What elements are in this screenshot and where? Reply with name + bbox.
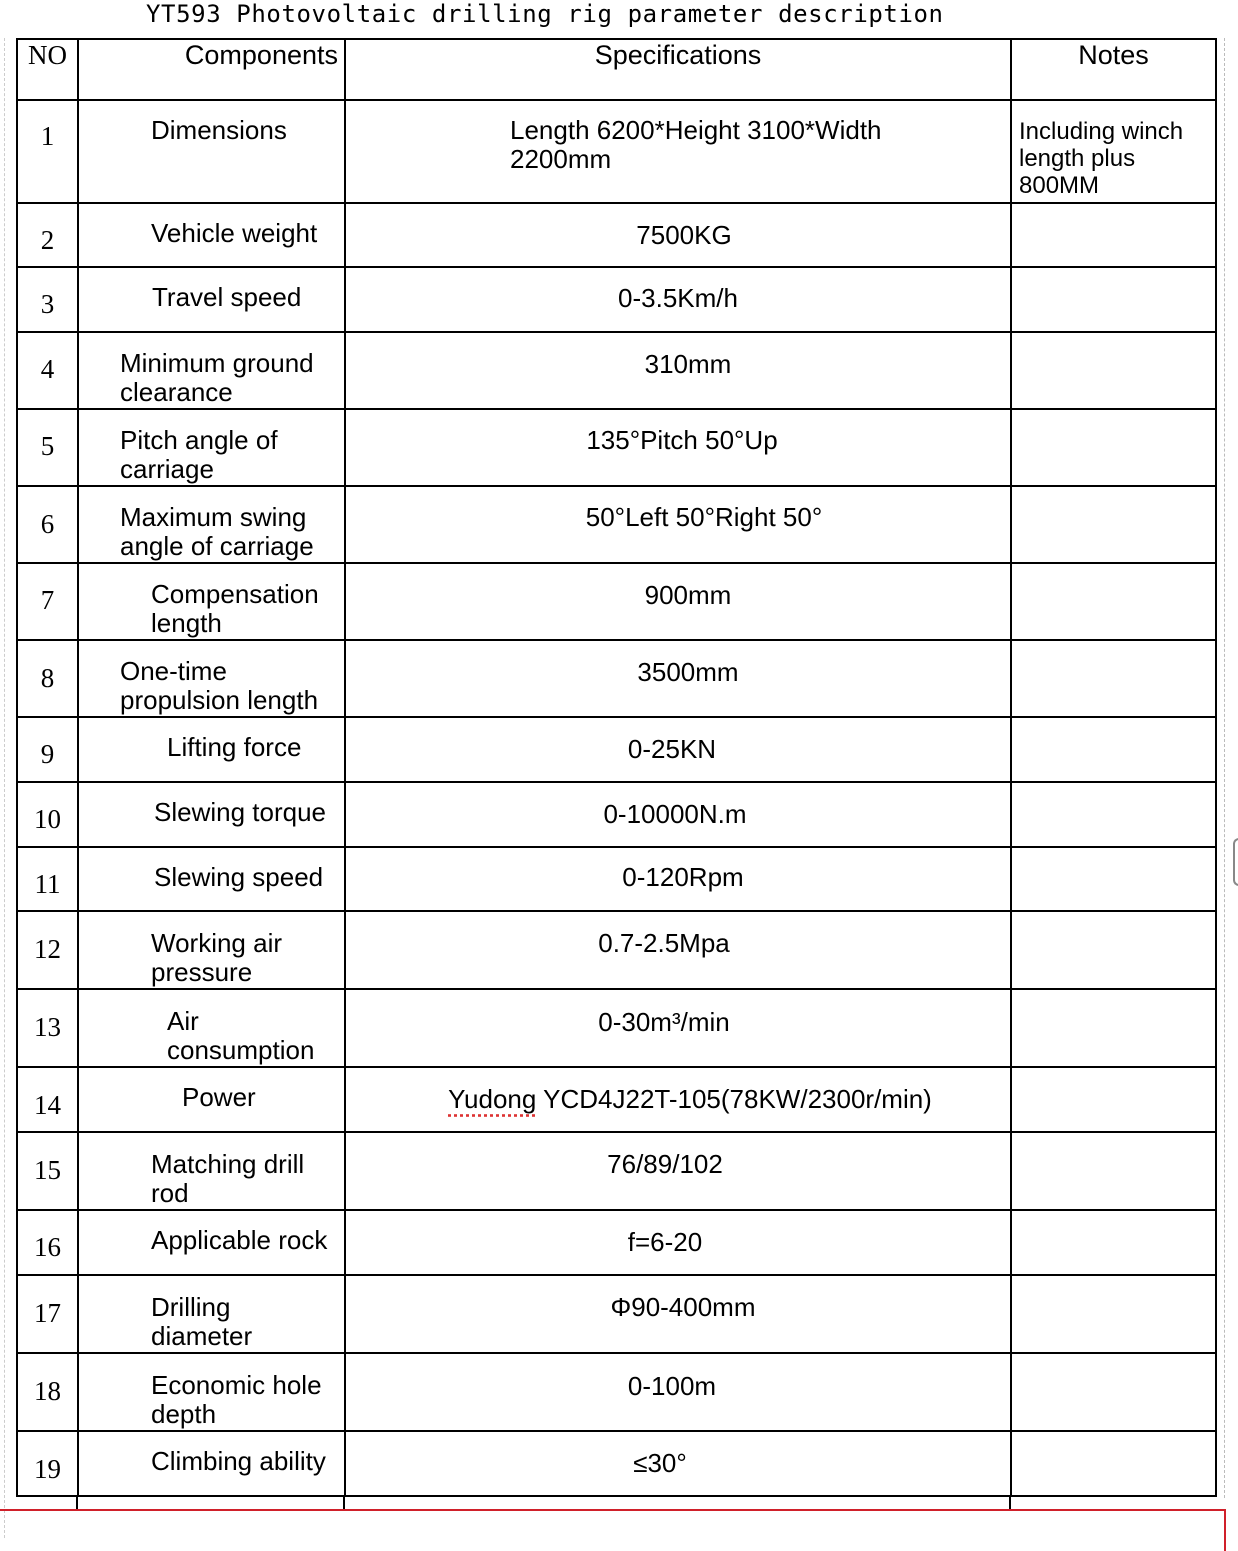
row-number: 11 — [17, 847, 78, 911]
table-header-row — [17, 39, 1216, 100]
table-row — [17, 486, 1216, 563]
header-components: Components — [78, 39, 345, 100]
row-number: 19 — [17, 1431, 78, 1496]
spec-cell: 3500mm — [345, 640, 1011, 717]
spec-cell: 135°Pitch 50°Up — [345, 409, 1011, 486]
spec-cell: Yudong YCD4J22T-105(78KW/2300r/min) — [345, 1067, 1011, 1132]
note-cell — [1011, 782, 1216, 847]
row-number: 12 — [17, 911, 78, 989]
table-row — [17, 1431, 1216, 1496]
note-cell — [1011, 911, 1216, 989]
component-cell: Drilling diameter — [78, 1275, 345, 1353]
table-row — [17, 332, 1216, 409]
print-area-border-vertical — [1224, 1509, 1226, 1551]
spec-cell: f=6-20 — [345, 1210, 1011, 1275]
spec-cell: 310mm — [345, 332, 1011, 409]
component-cell: Pitch angle of carriage — [78, 409, 345, 486]
row-number: 3 — [17, 267, 78, 332]
note-cell — [1011, 640, 1216, 717]
side-panel-handle[interactable] — [1233, 838, 1238, 886]
spec-cell: ≤30° — [345, 1431, 1011, 1496]
spec-cell: 0-100m — [345, 1353, 1011, 1431]
parameter-table — [16, 38, 1217, 1497]
component-cell: Matching drill rod — [78, 1132, 345, 1210]
spec-cell: 0-10000N.m — [345, 782, 1011, 847]
note-cell — [1011, 1431, 1216, 1496]
header-notes: Notes — [1011, 39, 1216, 100]
header-no: NO — [17, 39, 78, 100]
row-number: 18 — [17, 1353, 78, 1431]
row-number: 6 — [17, 486, 78, 563]
component-cell: Minimum ground clearance — [78, 332, 345, 409]
spec-cell: 7500KG — [345, 203, 1011, 267]
table-row — [17, 563, 1216, 640]
note-cell — [1011, 203, 1216, 267]
table-row — [17, 782, 1216, 847]
spec-cell: 50°Left 50°Right 50° — [345, 486, 1011, 563]
row-number: 17 — [17, 1275, 78, 1353]
table-row — [17, 1210, 1216, 1275]
table-row — [17, 1132, 1216, 1210]
spec-cell: 0-120Rpm — [345, 847, 1011, 911]
component-cell: Compensation length — [78, 563, 345, 640]
table-row — [17, 409, 1216, 486]
table-row — [17, 1353, 1216, 1431]
row-number: 10 — [17, 782, 78, 847]
note-cell — [1011, 1353, 1216, 1431]
spec-cell: 0-25KN — [345, 717, 1011, 782]
component-cell: Applicable rock — [78, 1210, 345, 1275]
table-continuation — [16, 1497, 1215, 1509]
row-number: 13 — [17, 989, 78, 1067]
note-cell — [1011, 332, 1216, 409]
component-cell: Air consumption — [78, 989, 345, 1067]
print-area-border — [0, 1509, 1226, 1511]
spec-cell: 0-30m³/min — [345, 989, 1011, 1067]
component-cell: Power — [78, 1067, 345, 1132]
row-number: 15 — [17, 1132, 78, 1210]
table-row — [17, 1275, 1216, 1353]
note-cell — [1011, 486, 1216, 563]
note-cell — [1011, 267, 1216, 332]
table-row — [17, 847, 1216, 911]
component-cell: Vehicle weight — [78, 203, 345, 267]
row-number: 4 — [17, 332, 78, 409]
component-cell: One-time propulsion length — [78, 640, 345, 717]
spec-cell: 0.7-2.5Mpa — [345, 911, 1011, 989]
note-cell — [1011, 409, 1216, 486]
table-row — [17, 267, 1216, 332]
table-row — [17, 203, 1216, 267]
component-cell: Travel speed — [78, 267, 345, 332]
note-cell — [1011, 989, 1216, 1067]
component-cell: Economic hole depth — [78, 1353, 345, 1431]
row-number: 14 — [17, 1067, 78, 1132]
table-row — [17, 717, 1216, 782]
header-specifications: Specifications — [345, 39, 1011, 100]
document-title: YT593 Photovoltaic drilling rig parameter description — [146, 0, 944, 28]
component-cell: Lifting force — [78, 717, 345, 782]
row-number: 2 — [17, 203, 78, 267]
spec-cell: 76/89/102 — [345, 1132, 1011, 1210]
row-number: 8 — [17, 640, 78, 717]
spec-cell: Φ90-400mm — [345, 1275, 1011, 1353]
component-cell: Maximum swing angle of carriage — [78, 486, 345, 563]
table-row — [17, 911, 1216, 989]
spec-cell: Length 6200*Height 3100*Width 2200mm — [345, 100, 1011, 203]
note-cell — [1011, 1067, 1216, 1132]
page-guide-right — [1224, 38, 1225, 1498]
spec-cell: 900mm — [345, 563, 1011, 640]
note-cell — [1011, 847, 1216, 911]
component-cell: Slewing speed — [78, 847, 345, 911]
note-cell — [1011, 1275, 1216, 1353]
note-cell — [1011, 1132, 1216, 1210]
spelling-underline-word: Yudong — [448, 1084, 537, 1114]
table-row — [17, 1067, 1216, 1132]
row-number: 1 — [17, 100, 78, 203]
component-cell: Climbing ability — [78, 1431, 345, 1496]
row-number: 9 — [17, 717, 78, 782]
table-row — [17, 989, 1216, 1067]
spec-cell: 0-3.5Km/h — [345, 267, 1011, 332]
note-cell: Including winch length plus 800MM — [1011, 100, 1216, 203]
component-cell: Slewing torque — [78, 782, 345, 847]
row-number: 16 — [17, 1210, 78, 1275]
row-number: 5 — [17, 409, 78, 486]
table-row — [17, 640, 1216, 717]
page-guide-left — [4, 38, 5, 1538]
row-number: 7 — [17, 563, 78, 640]
note-cell — [1011, 1210, 1216, 1275]
component-cell: Dimensions — [78, 100, 345, 203]
component-cell: Working air pressure — [78, 911, 345, 989]
note-cell — [1011, 563, 1216, 640]
table-row — [17, 100, 1216, 203]
note-cell — [1011, 717, 1216, 782]
